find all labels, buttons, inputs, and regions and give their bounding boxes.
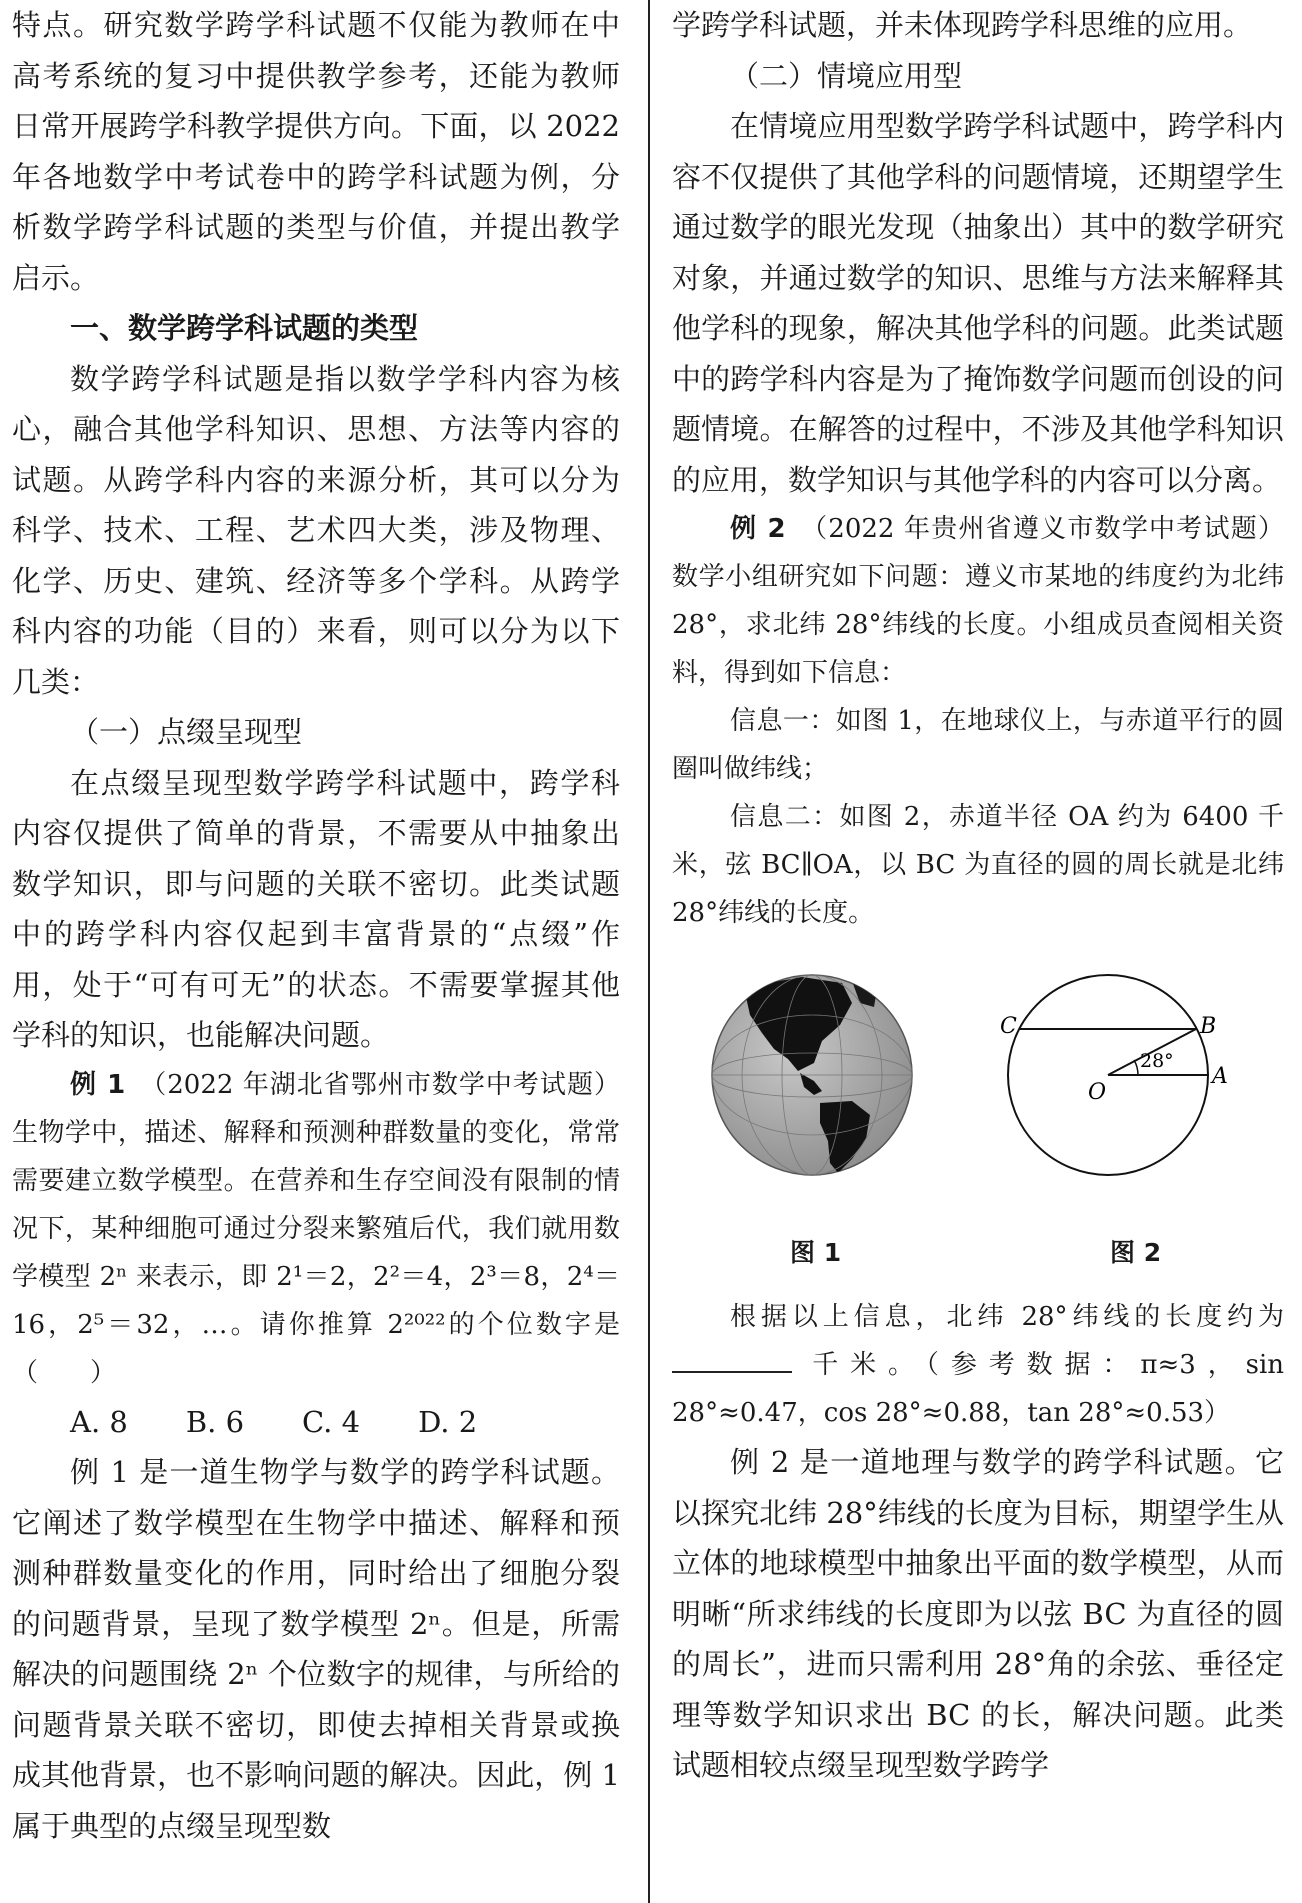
info-one: 信息一：如图 1，在地球仪上，与赤道平行的圆圈叫做纬线； [672,706,1284,784]
answer-blank [672,1347,792,1373]
label-o: O [1088,1080,1107,1105]
definition-paragraph: 数学跨学科试题是指以数学学科内容为核心，融合其他学科知识、思想、方法等内容的试题。从跨学科内容的来源分析，其可以分为科学、技术、工程、艺术四大类，涉及物理、化学、历史、建筑、经济等多个学科。从跨学科内容的功能（目的）来看，则可以分为以下几类： [12,361,620,699]
example-2-label: 例 2 [730,514,786,544]
example-2-analysis: 例 2 是一道地理与数学的跨学科试题。它以探究北纬 28°纬线的长度为目标，期望学生从立体的地球模型中抽象出平面的数学模型，从而明晰“所求纬线的长度即为以弦 BC 为直径的圆的周长”，进而只需利用 28°角的余弦、垂径定理等数学知识求出 BC 的长，解决问题。此类试题相较点缀呈现型数学跨学 [672,1445,1284,1782]
globe-figure [702,963,922,1193]
situational-type-paragraph: 在情境应用型数学跨学科试题中，跨学科内容不仅提供了其他学科的问题情境，还期望学生通过数学的眼光发现（抽象出）其中的数学研究对象，并通过数学的知识、思维与方法来解释其他学科的现象，解决其他学科的问题。此类试题中的跨学科内容是为了掩饰数学问题而创设的问题情境。在解答的过程中，不涉及其他学科知识的应用，数学知识与其他学科的内容可以分离。 [672,109,1284,497]
example-1-text: （2022 年湖北省鄂州市数学中考试题）生物学中，描述、解释和预测种群数量的变化，常常需要建立数学模型。在营养和生存空间没有限制的情况下，某种细胞可通过分裂来繁殖后代，我们就用数学模型 2ⁿ 来表示，即 2¹＝2，2²＝4，2³＝8，2⁴＝16，2⁵＝32，…。请你推算 2²⁰²²的个位数字是 （ ） [12,1069,673,1388]
geometry-figure [990,963,1230,1193]
decorative-type-paragraph: 在点缀呈现型数学跨学科试题中，跨学科内容仅提供了简单的背景，不需要从中抽象出数学知识，即与问题的关联不密切。此类试题中的跨学科内容仅起到丰富背景的“点缀”作用，处于“可有可无”的状态。不需要掌握其他学科的知识，也能解决问题。 [12,765,620,1052]
example-1 [12,1061,673,1397]
angle-label: 28° [1140,1050,1174,1072]
left-column [12,0,673,1851]
example-2 [672,505,1284,697]
figure-2-caption: 图 2 [1110,1238,1162,1267]
continued-paragraph: 学跨学科试题，并未体现跨学科思维的应用。 [672,8,1253,42]
label-b: B [1200,1014,1217,1039]
figures [672,963,1284,1293]
info-two: 信息二：如图 2，赤道半径 OA 约为 6400 千米，弦 BC∥OA，以 BC 为直径的圆的周长就是北纬 28°纬线的长度。 [672,802,1284,928]
column-divider [648,0,650,1903]
intro-paragraph: 特点。研究数学跨学科试题不仅能为教师在中高考系统的复习中提供教学参考，还能为教师日常开展跨学科教学提供方向。下面，以 2022 年各地数学中考试卷中的跨学科试题为例，分析数学跨学科试题的类型与价值，并提出教学启示。 [12,8,620,295]
subheading-situational-type: （二）情境应用型 [730,58,963,93]
section-heading: 一、数学跨学科试题的类型 [70,311,419,345]
example-2-question [672,1293,1284,1437]
angle-arc [1134,1060,1138,1075]
example-1-analysis: 例 1 是一道生物学与数学的跨学科试题。它阐述了数学模型在生物学中描述、解释和预测种群数量变化的作用，同时给出了细胞分裂的问题背景，呈现了数学模型 2ⁿ。但是，所需解决的问题围绕 2ⁿ 个位数字的规律，与所给的问题背景关联不密切，即使去掉相关背景或换成其他背景，也不影响问题的解决。因此，例 1 属于典型的点缀呈现型数 [12,1455,620,1843]
label-a: A [1212,1064,1228,1089]
figure-1-caption: 图 1 [790,1238,842,1267]
subheading-decorative-type: （一）点缀呈现型 [70,715,303,749]
label-c: C [1000,1014,1017,1039]
question-reference-data: 千米。（参考数据：π≈3，sin 28°≈0.47，cos 28°≈0.88，tan 28°≈0.53） [672,1350,1285,1428]
example-1-options: A. 8 B. 6 C. 4 D. 2 [70,1404,478,1439]
example-2-text: （2022 年贵州省遵义市数学中考试题）数学小组研究如下问题：遵义市某地的纬度约为北纬 28°，求北纬 28°纬线的长度。小组成员查阅相关资料，得到如下信息： [672,514,1284,688]
question-text: 根据以上信息，北纬 28°纬线的长度约为 [730,1302,1284,1332]
right-column [672,0,1284,1791]
example-1-label: 例 1 [70,1069,126,1100]
